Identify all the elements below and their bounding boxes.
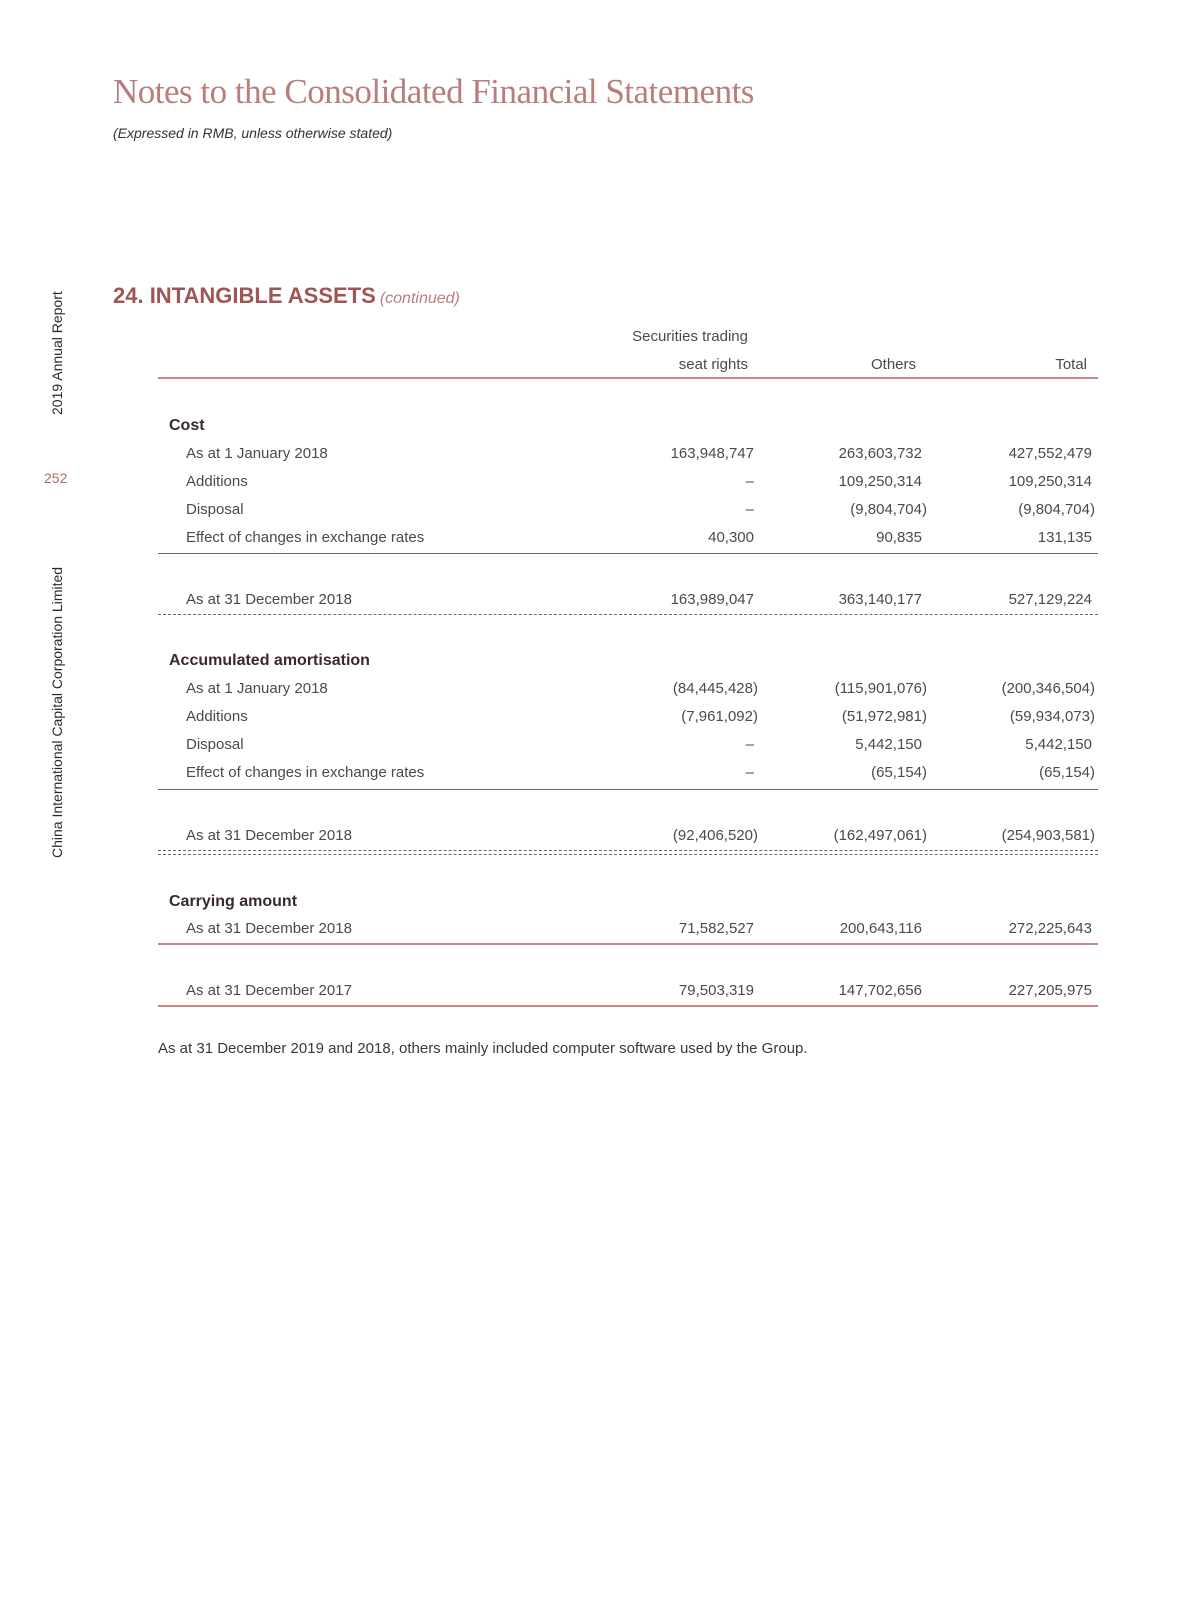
cell-seat-rights: 163,948,747 [670, 445, 754, 462]
cell-others: 200,643,116 [839, 920, 922, 937]
cell-seat-rights: (92,406,520) [672, 827, 758, 844]
sidebar-report-label: 2019 Annual Report [49, 291, 65, 415]
cell-others: 147,702,656 [838, 982, 922, 999]
page-title: Notes to the Consolidated Financial Statements [113, 72, 754, 111]
cell-total: (254,903,581) [1001, 827, 1095, 844]
table-row [158, 764, 1098, 786]
cell-total: 109,250,314 [1008, 473, 1092, 490]
cell-seat-rights: 40,300 [708, 529, 754, 546]
cell-total: (9,804,704) [1018, 501, 1095, 518]
row-label: As at 31 December 2018 [186, 591, 352, 608]
cell-seat-rights: – [745, 473, 754, 490]
cell-seat-rights: – [745, 501, 754, 518]
table-row [158, 473, 1098, 495]
table-row [158, 501, 1098, 523]
row-label: As at 1 January 2018 [186, 445, 328, 462]
col-header-total: Total [1055, 356, 1087, 373]
row-label: Additions [186, 708, 248, 725]
total-rule-dashed [158, 614, 1098, 615]
carrying-rule-2017 [158, 1005, 1098, 1007]
cell-total: (59,934,073) [1009, 708, 1095, 725]
section-heading [113, 283, 460, 309]
cell-others: 109,250,314 [838, 473, 922, 490]
cell-others: (65,154) [871, 764, 927, 781]
table-row [158, 736, 1098, 758]
cell-total: (200,346,504) [1001, 680, 1095, 697]
cell-others: 5,442,150 [855, 736, 922, 753]
row-label: As at 1 January 2018 [186, 680, 328, 697]
col-header-others: Others [870, 356, 916, 373]
table-row [158, 982, 1098, 1004]
cell-seat-rights: 71,582,527 [678, 920, 754, 937]
row-label: Additions [186, 473, 248, 490]
cell-others: (115,901,076) [834, 680, 927, 697]
total-rule-dashed-2 [158, 854, 1098, 855]
section-continued: (continued) [379, 290, 460, 307]
cell-others: 363,140,177 [838, 591, 922, 608]
cell-total: 5,442,150 [1025, 736, 1092, 753]
cell-seat-rights: 163,989,047 [670, 591, 754, 608]
section-title: 24. INTANGIBLE ASSETS [113, 283, 376, 308]
subtotal-rule [158, 553, 1098, 554]
cell-total: 131,135 [1037, 529, 1092, 546]
cell-others: (9,804,704) [850, 501, 927, 518]
row-label: Effect of changes in exchange rates [186, 529, 425, 546]
page-number: 252 [44, 470, 68, 486]
carrying-rule-2018 [158, 943, 1098, 945]
row-label: As at 31 December 2018 [186, 827, 352, 844]
total-rule-dashed [158, 850, 1098, 851]
table-row [158, 920, 1098, 942]
table-row [158, 445, 1098, 467]
cell-total: 427,552,479 [1008, 445, 1092, 462]
row-label: Disposal [186, 501, 244, 518]
cell-others: 90,835 [876, 529, 922, 546]
footnote: As at 31 December 2019 and 2018, others mainly included computer software used by the Group. [158, 1040, 808, 1057]
cell-others: (162,497,061) [833, 827, 927, 844]
cell-seat-rights: – [745, 764, 754, 781]
cell-seat-rights: (7,961,092) [681, 708, 758, 725]
page-subtitle: (Expressed in RMB, unless otherwise stated) [113, 125, 393, 141]
cell-seat-rights: (84,445,428) [672, 680, 758, 697]
row-label: As at 31 December 2017 [186, 982, 352, 999]
cell-total: 272,225,643 [1008, 920, 1092, 937]
table-row-total [158, 827, 1098, 849]
cell-total: (65,154) [1039, 764, 1095, 781]
table-row [158, 529, 1098, 551]
cell-others: (51,972,981) [841, 708, 927, 725]
cell-total: 227,205,975 [1008, 982, 1092, 999]
group-title-cost: Cost [169, 417, 205, 434]
cell-others: 263,603,732 [838, 445, 922, 462]
group-title-carrying: Carrying amount [169, 893, 298, 910]
cell-seat-rights: – [745, 736, 754, 753]
cell-total: 527,129,224 [1008, 591, 1092, 608]
row-label: As at 31 December 2018 [186, 920, 352, 937]
col-header-seat-rights-line2: seat rights [678, 356, 748, 373]
cell-seat-rights: 79,503,319 [678, 982, 754, 999]
sidebar-company-label: China International Capital Corporation Limited [49, 566, 65, 858]
col-header-seat-rights-line1: Securities trading [632, 328, 748, 345]
group-title-amortisation: Accumulated amortisation [169, 652, 370, 669]
table-row [158, 708, 1098, 730]
table-row [158, 680, 1098, 702]
table-row-total [158, 591, 1098, 613]
row-label: Disposal [186, 736, 244, 753]
row-label: Effect of changes in exchange rates [186, 764, 425, 781]
subtotal-rule [158, 789, 1098, 790]
header-rule [158, 377, 1098, 379]
